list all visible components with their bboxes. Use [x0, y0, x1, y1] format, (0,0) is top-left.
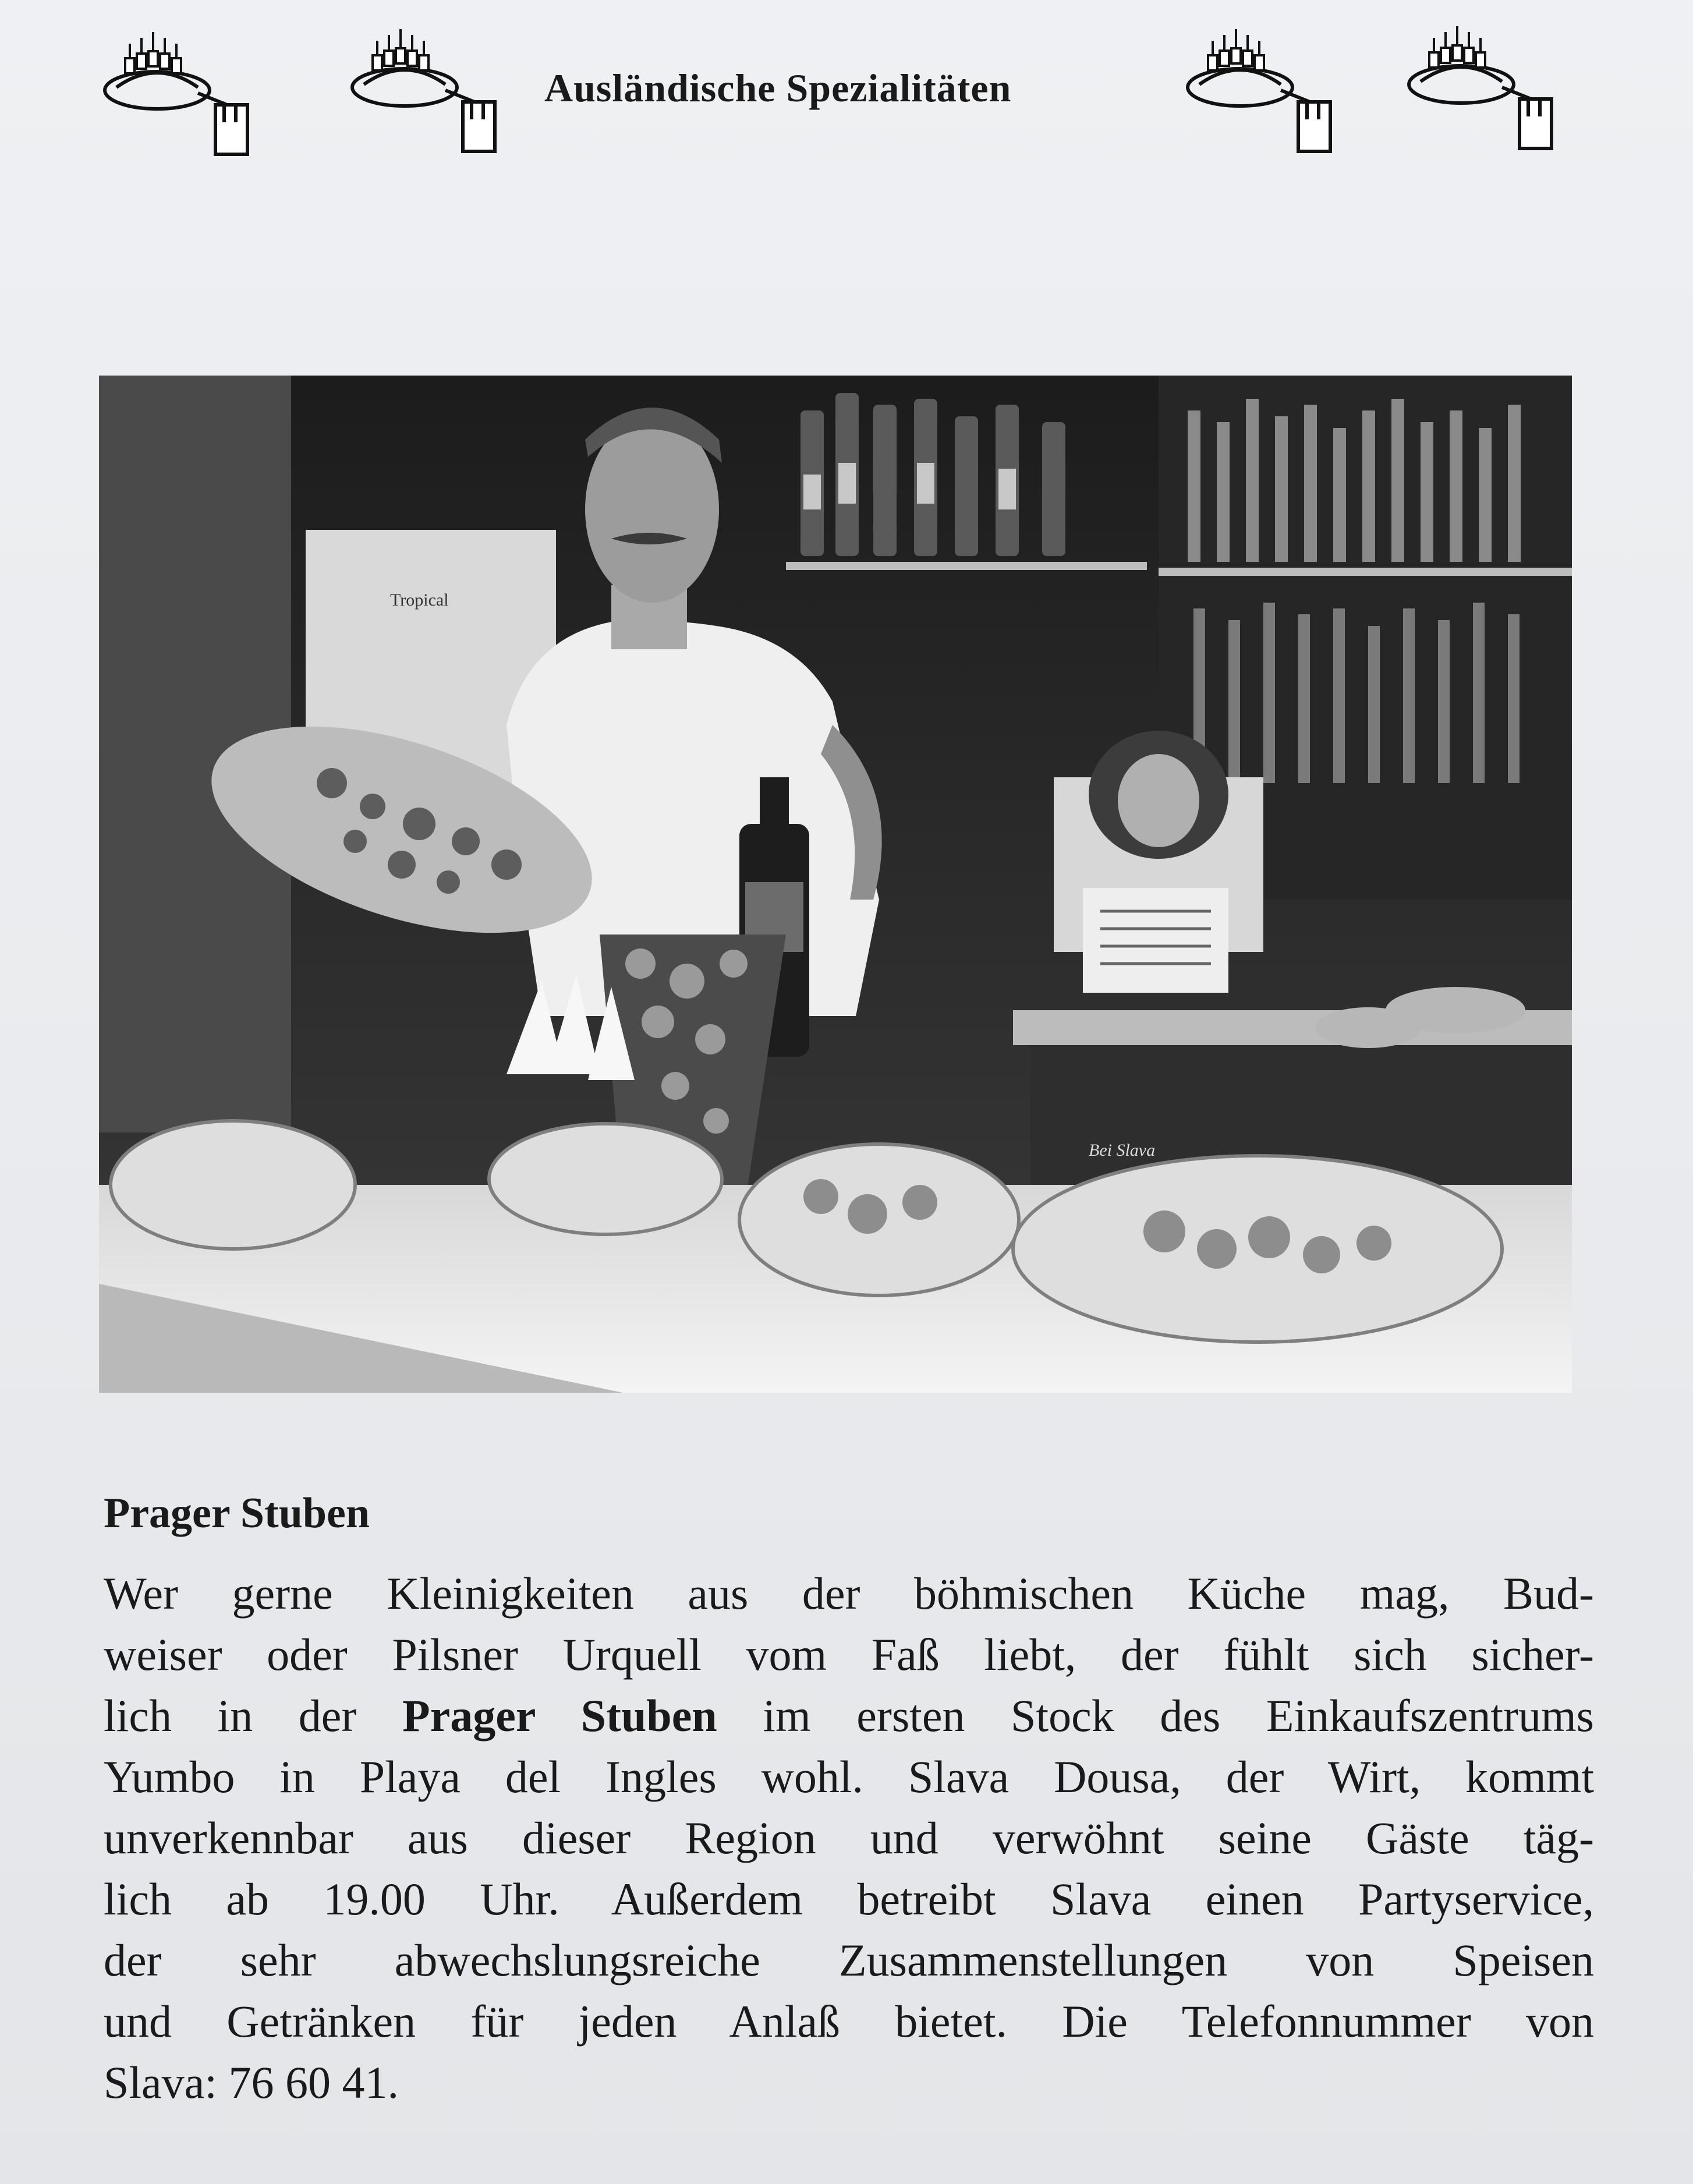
text-run: unverkennbar aus dieser Region und verwöhnt seine Gäste täg-: [104, 1812, 1594, 1863]
bold-text: Prager Stuben: [402, 1690, 717, 1741]
article-body: [104, 1563, 1594, 2113]
text-run: und Getränken für jeden Anlaß bietet. Die Telefonnummer von: [104, 1995, 1594, 2047]
restaurant-photo: [99, 376, 1572, 1393]
article-line: [104, 1991, 1594, 2052]
text-run: Slava: 76 60 41.: [104, 2056, 399, 2108]
article-line: [104, 1624, 1594, 1685]
article: [104, 1488, 1594, 2113]
text-run: weiser oder Pilsner Urquell vom Faß liebt, der fühlt sich sicher-: [104, 1629, 1594, 1680]
cook-with-pan-icon: [93, 23, 256, 157]
counter-sign: Bei Slava: [1089, 1141, 1156, 1160]
page-header: [0, 0, 1693, 175]
cook-with-pan-icon: [341, 20, 504, 154]
text-run: Wer gerne Kleinigkeiten aus der böhmischen Küche mag, Bud-: [104, 1567, 1594, 1619]
article-line: [104, 1868, 1594, 1930]
article-line: [104, 2052, 1594, 2113]
text-run: Yumbo in Playa del Ingles wohl. Slava Dousa, der Wirt, kommt: [104, 1751, 1594, 1802]
article-line: [104, 1746, 1594, 1807]
article-title: Prager Stuben: [104, 1489, 370, 1537]
section-title: Ausländische Spezialitäten: [544, 66, 1012, 110]
cook-with-pan-icon: [1397, 17, 1560, 151]
article-line: [104, 1563, 1594, 1624]
cook-with-pan-icon: [1176, 20, 1339, 154]
article-line: [104, 1685, 1594, 1746]
article-line: [104, 1807, 1594, 1868]
text-run: der sehr abwechslungsreiche Zusammenstellungen von Speisen: [104, 1934, 1594, 1985]
fridge-label: Tropical: [390, 590, 449, 610]
text-run: lich in der: [104, 1690, 402, 1741]
text-run: im ersten Stock des Einkaufszentrums: [717, 1690, 1594, 1741]
text-run: lich ab 19.00 Uhr. Außerdem betreibt Slava einen Partyservice,: [104, 1873, 1594, 1924]
article-line: [104, 1930, 1594, 1991]
